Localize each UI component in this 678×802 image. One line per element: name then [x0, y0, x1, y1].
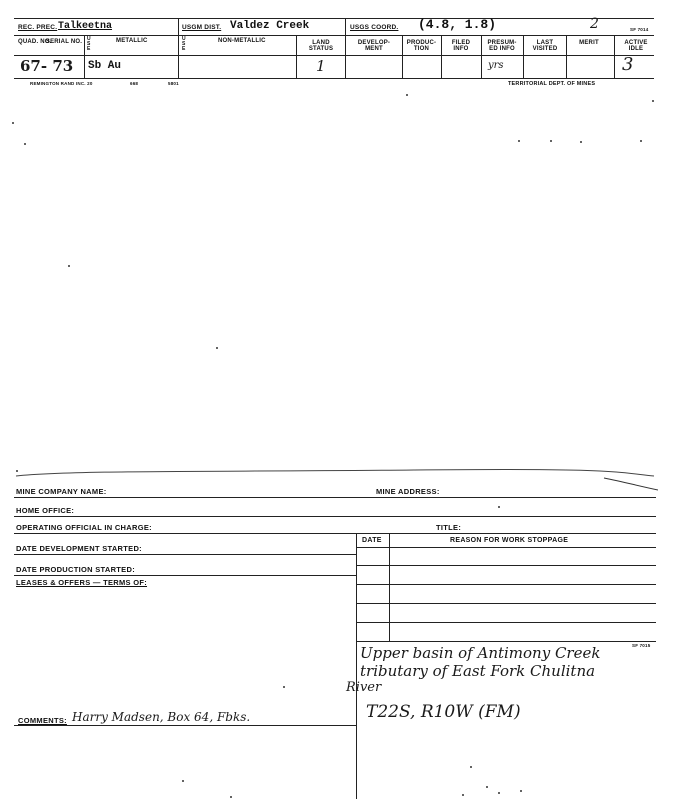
rule-company	[14, 497, 656, 498]
printer-code-1: 668	[130, 81, 139, 86]
divider-production	[402, 35, 403, 78]
torn-card-edge	[14, 466, 658, 496]
speck	[16, 470, 18, 472]
usgm-dist-value: Valdez Creek	[230, 20, 310, 32]
header-rule	[14, 35, 654, 36]
col-quad-no: QUAD. NO.	[18, 39, 52, 45]
date-development-label: DATE DEVELOPMENT STARTED:	[16, 544, 142, 553]
presumed-info-value: yrs	[488, 60, 504, 71]
col-non-metallic: NON-METALLIC	[218, 38, 266, 44]
rule-official	[14, 533, 656, 534]
stoppage-date-divider	[389, 533, 390, 641]
rule-comments	[14, 725, 356, 726]
stoppage-row-1	[356, 565, 656, 566]
speck	[182, 780, 184, 782]
divider-presumed	[481, 35, 482, 78]
stoppage-left-border	[356, 533, 357, 799]
land-status-value: 1	[316, 57, 326, 75]
location-line-2: tributary of East Fork Chulitna	[360, 662, 596, 680]
row-rule	[14, 78, 654, 79]
printer-code-2: 5801	[168, 81, 179, 86]
speck	[652, 100, 654, 102]
speck	[518, 140, 520, 142]
top-right-mark: 2	[590, 16, 599, 32]
speck	[406, 94, 408, 96]
speck	[640, 140, 642, 142]
date-production-label: DATE PRODUCTION STARTED:	[16, 565, 136, 574]
rule-home-office	[14, 516, 656, 517]
col-land-status: LAND STATUS	[308, 40, 334, 52]
divider-active	[614, 35, 615, 78]
divider-metallic	[84, 35, 85, 78]
speck	[216, 347, 218, 349]
stoppage-row-5	[356, 641, 656, 642]
stoppage-header-rule	[356, 547, 656, 548]
form-number-bottom: SF 7015	[632, 643, 651, 648]
divider-last-visited	[523, 35, 524, 78]
usgs-coord-value: (4.8, 1.8)	[418, 17, 497, 32]
divider-usgm	[178, 18, 179, 78]
use-letters-nonmetallic: U S E	[182, 36, 186, 52]
top-rule	[14, 18, 654, 19]
stoppage-row-3	[356, 603, 656, 604]
operating-official-label: OPERATING OFFICIAL IN CHARGE:	[16, 523, 152, 532]
usgs-coord-label: USGS COORD.	[350, 24, 399, 31]
form-number-top: SF 7014	[630, 27, 649, 32]
comments-label: COMMENTS:	[18, 716, 67, 725]
col-active-idle: ACTIVE IDLE	[624, 40, 648, 52]
speck	[68, 265, 70, 267]
divider-filed	[441, 35, 442, 78]
speck	[550, 140, 552, 142]
speck	[283, 686, 285, 688]
quad-serial-value: 67- 73	[20, 57, 74, 75]
mine-address-label: MINE ADDRESS:	[376, 487, 440, 496]
stoppage-reason-header: REASON FOR WORK STOPPAGE	[450, 537, 569, 544]
speck	[520, 790, 522, 792]
stoppage-date-header: DATE	[362, 537, 382, 544]
active-idle-value: 3	[622, 54, 634, 75]
speck	[230, 796, 232, 798]
col-last-visited: LAST VISITED	[532, 40, 558, 52]
speck	[498, 506, 500, 508]
col-development: DEVELOP-MENT	[357, 40, 391, 52]
col-presumed-info: PRESUM-ED INFO	[487, 40, 517, 52]
department-line: TERRITORIAL DEPT. OF MINES	[508, 81, 596, 87]
col-metallic: METALLIC	[116, 38, 148, 44]
rule-date-dev	[14, 554, 356, 555]
stoppage-row-4	[356, 622, 656, 623]
col-production: PRODUC-TION	[406, 40, 437, 52]
location-township: T22S, R10W (FM)	[366, 702, 521, 722]
divider-usgs	[345, 18, 346, 78]
col-serial-no: SERIAL NO.	[45, 39, 83, 45]
use-letters-metallic: U S E	[87, 36, 91, 52]
col-merit: MERIT	[579, 40, 599, 46]
rule-date-prod	[14, 575, 356, 576]
speck	[470, 766, 472, 768]
speck	[498, 792, 500, 794]
speck	[24, 143, 26, 145]
leases-label: LEASES & OFFERS — TERMS OF:	[16, 578, 148, 587]
columns-rule	[14, 55, 654, 56]
stoppage-row-2	[356, 584, 656, 585]
printer-line: REMINGTON RAND INC. 20	[30, 81, 93, 86]
location-line-1: Upper basin of Antimony Creek	[360, 644, 601, 662]
metallic-value: Sb Au	[88, 60, 122, 72]
col-filed-info: FILED INFO	[451, 40, 471, 52]
comments-value: Harry Madsen, Box 64, Fbks.	[72, 710, 251, 724]
location-line-3: River	[346, 680, 382, 695]
speck	[12, 122, 14, 124]
rec-prec-value: Talkeetna	[58, 21, 113, 32]
home-office-label: HOME OFFICE:	[16, 506, 75, 515]
divider-merit	[566, 35, 567, 78]
title-label: TITLE:	[436, 523, 462, 532]
usgm-dist-label: USGM DIST.	[182, 24, 222, 31]
speck	[462, 794, 464, 796]
rec-prec-label: REC. PREC.	[18, 24, 58, 31]
mine-company-name-label: MINE COMPANY NAME:	[16, 487, 107, 496]
speck	[486, 786, 488, 788]
speck	[580, 141, 582, 143]
divider-land	[296, 35, 297, 78]
